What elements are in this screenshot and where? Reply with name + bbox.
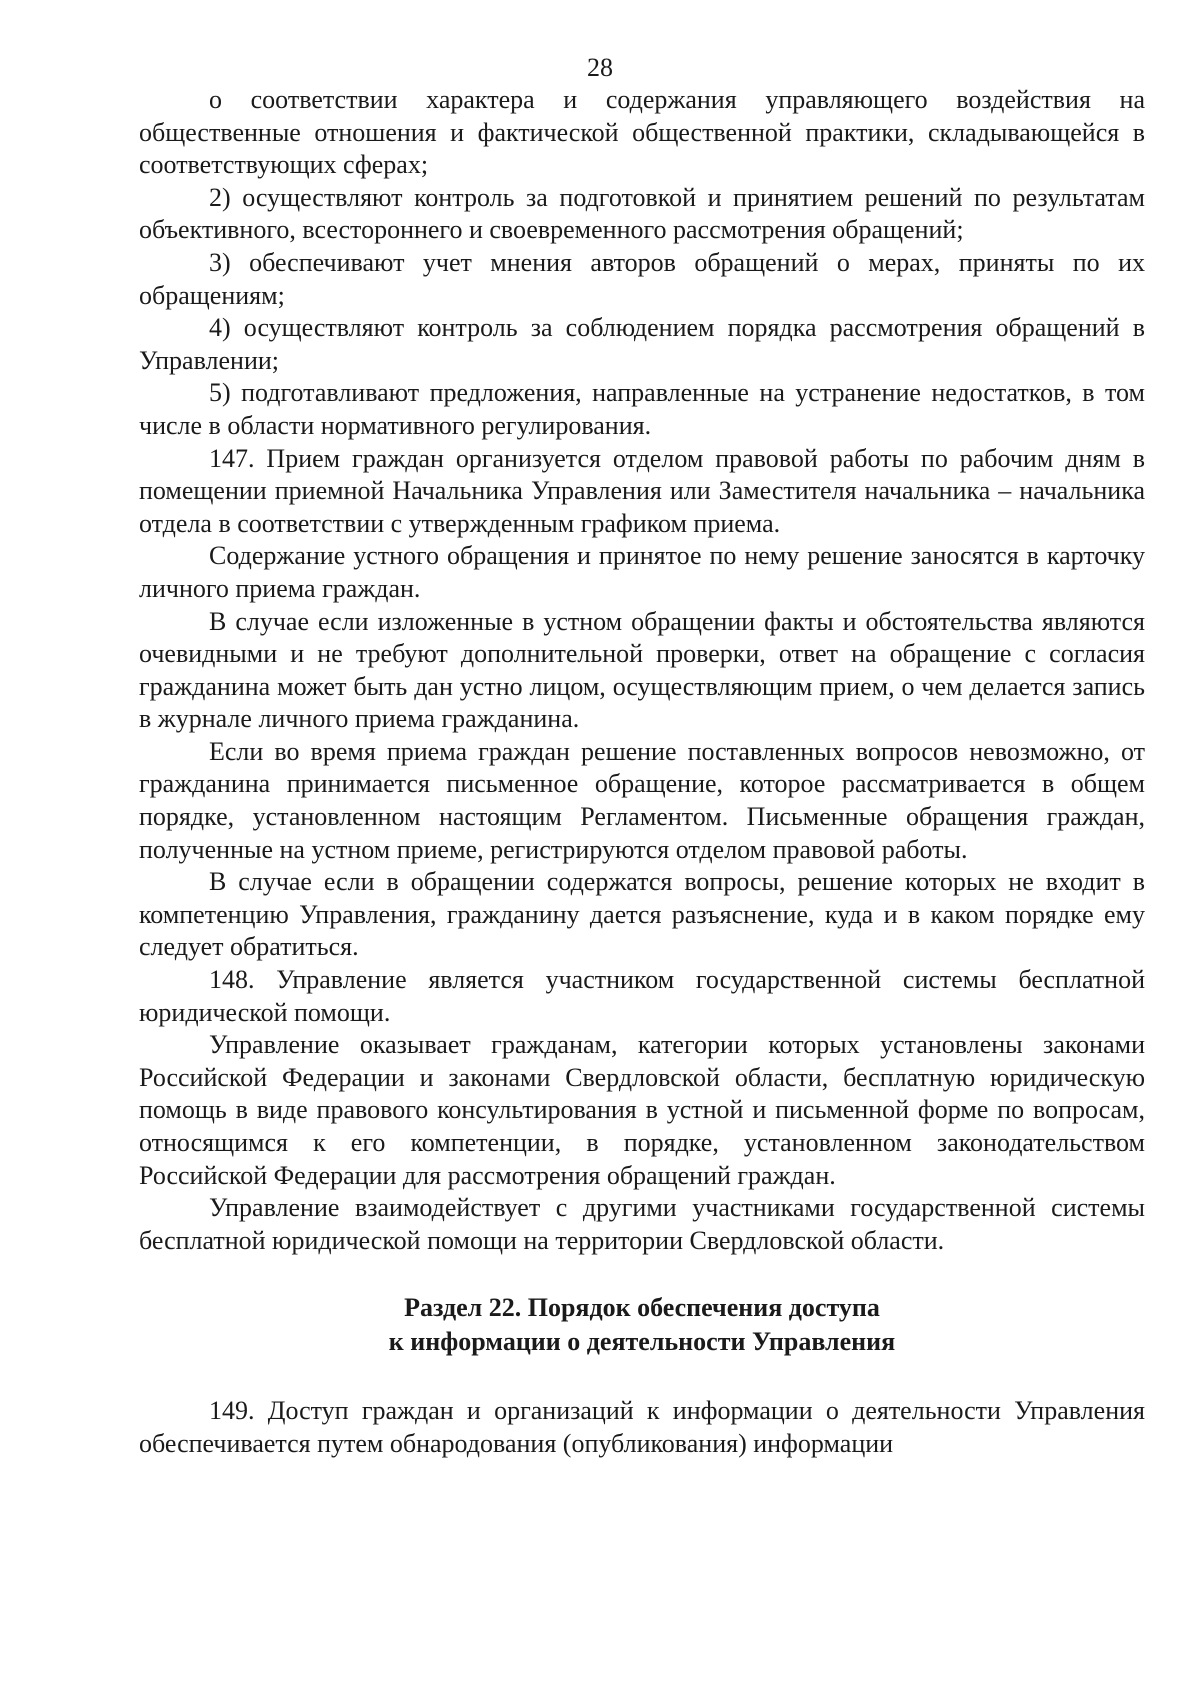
- section-heading-line: Раздел 22. Порядок обеспечения доступа: [404, 1293, 880, 1323]
- paragraph: Управление оказывает гражданам, категории которых установлены законами Российской Федерации и законами Свердловской области, бесплатную юридическую помощь в виде правового консультирования в устной и письменной форме по вопросам, относящимся к его компетенции, в порядке, установленном законодательством Российской Федерации для рассмотрения обращений граждан.: [139, 1030, 1145, 1190]
- page-number: 28: [587, 53, 613, 82]
- paragraph: о соответствии характера и содержания управляющего воздействия на общественные отношения и фактической общественной практики, складывающейся в соответствующих сферах;: [139, 85, 1145, 180]
- paragraph: 148. Управление является участником государственной системы бесплатной юридической помощи.: [139, 965, 1145, 1027]
- paragraphs-after: [139, 1395, 1145, 1460]
- paragraphs-before: [139, 84, 1145, 1257]
- section-heading-line: к информации о деятельности Управления: [388, 1327, 896, 1357]
- paragraph: 2) осуществляют контроль за подготовкой и принятием решений по результатам объективного, всестороннего и своевременного рассмотрения обращений;: [139, 182, 1145, 245]
- paragraph: Содержание устного обращения и принятое по нему решение заносятся в карточку личного приема граждан.: [139, 541, 1145, 603]
- paragraph: 3) обеспечивают учет мнения авторов обращений о мерах, приняты по их обращениям;: [139, 247, 1145, 310]
- paragraph: Если во время приема граждан решение поставленных вопросов невозможно, от гражданина принимается письменное обращение, которое рассматривается в общем порядке, установленном настоящим Регламентом. Письменные обращения граждан, полученные на устном приеме, регистрируются отделом правовой работы.: [139, 736, 1145, 864]
- paragraph: 147. Прием граждан организуется отделом правовой работы по рабочим дням в помещении приемной Начальника Управления или Заместителя начальника – начальника отдела в соответствии с утвержденным графиком приема.: [139, 443, 1145, 538]
- section-heading: [139, 1291, 1145, 1359]
- paragraph: 5) подготавливают предложения, направленные на устранение недостатков, в том числе в области нормативного регулирования.: [139, 378, 1145, 440]
- paragraph: 149. Доступ граждан и организаций к информации о деятельности Управления обеспечивается путем обнародования (опубликования) информации: [139, 1396, 1145, 1458]
- document-body: [139, 84, 1145, 1461]
- paragraph: Управление взаимодействует с другими участниками государственной системы бесплатной юридической помощи на территории Свердловской области.: [139, 1193, 1145, 1255]
- paragraph: В случае если в обращении содержатся вопросы, решение которых не входит в компетенцию Управления, гражданину дается разъяснение, куда и в каком порядке ему следует обратиться.: [139, 867, 1145, 962]
- paragraph: 4) осуществляют контроль за соблюдением порядка рассмотрения обращений в Управлении;: [139, 313, 1145, 375]
- paragraph: В случае если изложенные в устном обращении факты и обстоятельства являются очевидными и не требуют дополнительной проверки, ответ на обращение с согласия гражданина может быть дан устно лицом, осуществляющим прием, о чем делается запись в журнале личного приема гражданина.: [139, 606, 1145, 734]
